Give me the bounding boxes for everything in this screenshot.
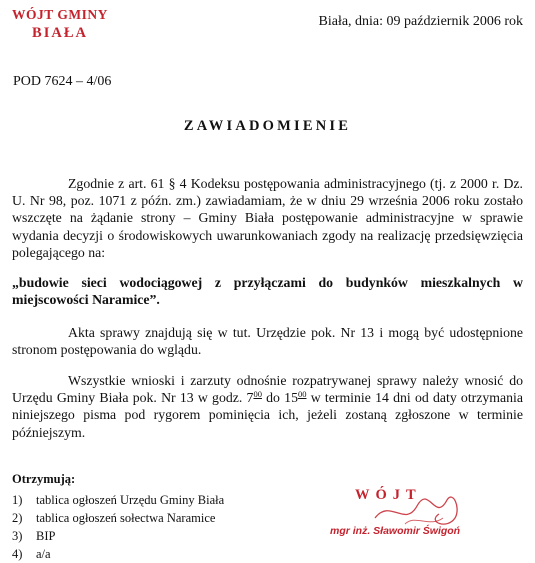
signatory-name: mgr inż. Sławomir Świgoń (330, 525, 461, 537)
list-item (12, 509, 224, 527)
recipients-block (12, 472, 224, 563)
submissions-text-2: do 15 (261, 390, 298, 406)
list-item-text: tablica ogłoszeń sołectwa Naramice (36, 511, 216, 525)
paragraph-case-files: Akta sprawy znajdują się w tut. Urzędzie pok. Nr 13 i mogą być udostępnione stronom postępowania do wglądu. (12, 324, 523, 358)
document-title: ZAWIADOMIENIE (183, 118, 352, 134)
recipients-list (12, 491, 224, 563)
submissions-text-1: Wszystkie wnioski i zarzuty odnośnie rozpatrywanej sprawy należy wnosić do Urzędu Gminy Biała pok. Nr 13 w godz. 7 (12, 372, 523, 406)
hour-end-minutes: 00 (297, 389, 307, 400)
submissions-text-3: w terminie 14 dni od daty otrzymania niniejszego pisma pod rygorem pominięcia ich, jeżeli zostaną zgłoszone w terminie późniejszym. (12, 390, 523, 440)
list-item-number: 2) (12, 511, 23, 525)
list-item-text: tablica ogłoszeń Urzędu Gminy Biała (36, 493, 225, 507)
paragraph-notice: Zgodnie z art. 61 § 4 Kodeksu postępowania administracyjnego (tj. z 2000 r. Dz. U. Nr 98, poz. 1071 z późn. zm.) zawiadamiam, że w dniu 29 września 2006 roku zostało wszczęte na żądanie strony – Gminy Biała postępowanie administracyjne w sprawie wydania decyzji o środowiskowych uwarunkowaniach zgody na realizację przedsięwzięcia polegającego na: (12, 175, 523, 260)
list-item (12, 527, 224, 545)
stamp-line-2: BIAŁA (32, 25, 88, 41)
reference-number: POD 7624 – 4/06 (13, 74, 112, 89)
paragraph-submissions (12, 372, 523, 441)
signature-stamp: WÓJT (355, 487, 422, 503)
list-item-number: 3) (12, 529, 23, 543)
place-date: Biała, dnia: 09 październik 2006 rok (318, 14, 523, 29)
paragraph-project-name: „budowie sieci wodociągowej z przyłączami do budynków mieszkalnych w miejscowości Naramice”. (12, 274, 523, 308)
stamp-line-1: WÓJT GMINY (12, 7, 108, 22)
recipients-heading: Otrzymują: (12, 472, 76, 486)
list-item (12, 491, 224, 509)
list-item-text: a/a (36, 547, 51, 561)
list-item (12, 545, 224, 563)
list-item-text: BIP (36, 529, 56, 543)
office-stamp (10, 6, 110, 42)
hour-start-minutes: 00 (253, 389, 262, 400)
list-item-number: 1) (12, 493, 23, 507)
list-item-number: 4) (12, 547, 23, 561)
